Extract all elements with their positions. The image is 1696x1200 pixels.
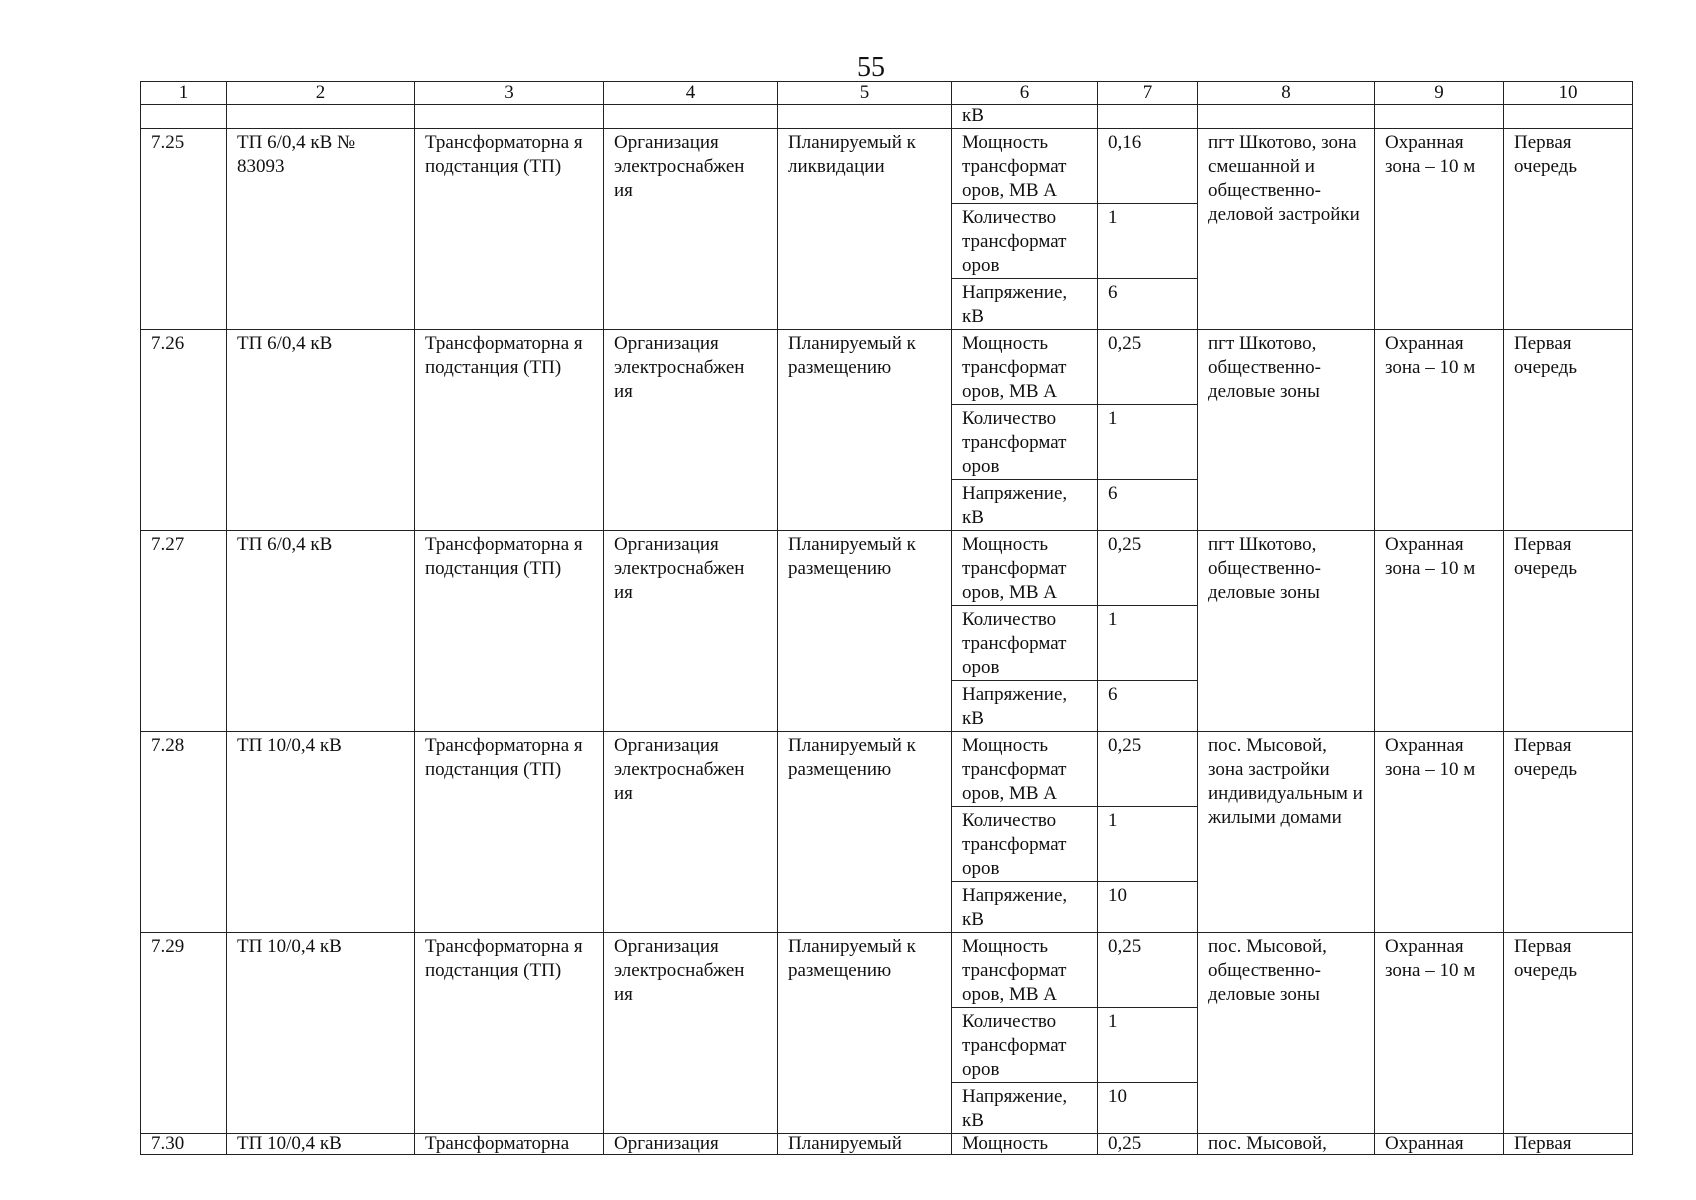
param-value: 0,25: [1098, 1134, 1198, 1155]
param-value: 1: [1098, 606, 1198, 681]
param-label: Количество трансформат оров: [952, 807, 1098, 882]
column-number: 9: [1375, 82, 1504, 105]
facility-purpose: Организация электроснабжен ия: [604, 732, 778, 933]
implementation-stage: Первая очередь: [1504, 933, 1633, 1134]
protection-zone: Охранная зона – 10 м: [1375, 330, 1504, 531]
param-label: Мощность: [952, 1134, 1098, 1155]
facility-purpose: Организация электроснабжен ия: [604, 933, 778, 1134]
facility-location: пгт Шкотово, общественно-деловые зоны: [1198, 330, 1375, 531]
param-label: Напряжение, кВ: [952, 279, 1098, 330]
facility-name: ТП 10/0,4 кВ: [227, 732, 415, 933]
facility-location: пгт Шкотово, зона смешанной и общественно-деловой застройки: [1198, 129, 1375, 330]
param-value: 10: [1098, 1083, 1198, 1134]
facility-row-partial: [141, 1134, 1633, 1155]
facility-name: ТП 6/0,4 кВ: [227, 531, 415, 732]
facility-name: ТП 6/0,4 кВ: [227, 330, 415, 531]
param-value: 6: [1098, 681, 1198, 732]
column-number: 2: [227, 82, 415, 105]
page-number: 55: [857, 52, 885, 83]
column-number: 7: [1098, 82, 1198, 105]
protection-zone: Охранная зона – 10 м: [1375, 732, 1504, 933]
param-label: Количество трансформат оров: [952, 1008, 1098, 1083]
implementation-stage: Первая очередь: [1504, 732, 1633, 933]
facility-row: [141, 330, 1633, 405]
param-label: Количество трансформат оров: [952, 405, 1098, 480]
row-number: 7.25: [141, 129, 227, 330]
row-number: 7.26: [141, 330, 227, 531]
facility-location: пгт Шкотово, общественно-деловые зоны: [1198, 531, 1375, 732]
facility-purpose: Организация: [604, 1134, 778, 1155]
param-value: 1: [1098, 204, 1198, 279]
facility-type: Трансформаторна я подстанция (ТП): [415, 933, 604, 1134]
param-label: Напряжение, кВ: [952, 882, 1098, 933]
facility-type: Трансформаторна я подстанция (ТП): [415, 129, 604, 330]
facility-status: Планируемый к ликвидации: [778, 129, 952, 330]
param-value: 1: [1098, 1008, 1198, 1083]
continuation-unit: кВ: [952, 105, 1098, 129]
facility-row: [141, 732, 1633, 807]
facility-type: Трансформаторна: [415, 1134, 604, 1155]
param-value: 1: [1098, 405, 1198, 480]
param-value: 1: [1098, 807, 1198, 882]
param-value: 6: [1098, 480, 1198, 531]
implementation-stage: Первая очередь: [1504, 129, 1633, 330]
param-value: 0,25: [1098, 732, 1198, 807]
protection-zone: Охранная: [1375, 1134, 1504, 1155]
param-label: Напряжение, кВ: [952, 1083, 1098, 1134]
column-number: 3: [415, 82, 604, 105]
facility-location: пос. Мысовой, общественно-деловые зоны: [1198, 933, 1375, 1134]
param-label: Мощность трансформат оров, МВ А: [952, 732, 1098, 807]
facility-status: Планируемый к размещению: [778, 933, 952, 1134]
implementation-stage: Первая: [1504, 1134, 1633, 1155]
facility-purpose: Организация электроснабжен ия: [604, 531, 778, 732]
facility-purpose: Организация электроснабжен ия: [604, 129, 778, 330]
facility-status: Планируемый к размещению: [778, 531, 952, 732]
column-number: 6: [952, 82, 1098, 105]
facility-name: ТП 10/0,4 кВ: [227, 1134, 415, 1155]
param-value: 10: [1098, 882, 1198, 933]
facility-location: пос. Мысовой, зона застройки индивидуальным и жилыми домами: [1198, 732, 1375, 933]
param-label: Мощность трансформат оров, МВ А: [952, 933, 1098, 1008]
row-number: 7.27: [141, 531, 227, 732]
facility-name: ТП 10/0,4 кВ: [227, 933, 415, 1134]
continuation-row: [141, 105, 1633, 129]
row-number: 7.28: [141, 732, 227, 933]
param-value: 6: [1098, 279, 1198, 330]
param-label: Мощность трансформат оров, МВ А: [952, 330, 1098, 405]
facility-row: [141, 933, 1633, 1008]
column-number: 8: [1198, 82, 1375, 105]
facility-status: Планируемый: [778, 1134, 952, 1155]
param-label: Мощность трансформат оров, МВ А: [952, 531, 1098, 606]
protection-zone: Охранная зона – 10 м: [1375, 531, 1504, 732]
facilities-table: [140, 81, 1633, 1155]
protection-zone: Охранная зона – 10 м: [1375, 129, 1504, 330]
param-value: 0,25: [1098, 531, 1198, 606]
column-number-row: [141, 82, 1633, 105]
param-label: Напряжение, кВ: [952, 681, 1098, 732]
param-label: Количество трансформат оров: [952, 606, 1098, 681]
column-number: 4: [604, 82, 778, 105]
facility-type: Трансформаторна я подстанция (ТП): [415, 531, 604, 732]
facility-name: ТП 6/0,4 кВ № 83093: [227, 129, 415, 330]
row-number: 7.29: [141, 933, 227, 1134]
row-number: 7.30: [141, 1134, 227, 1155]
facility-location: пос. Мысовой,: [1198, 1134, 1375, 1155]
param-label: Мощность трансформат оров, МВ А: [952, 129, 1098, 204]
facility-row: [141, 129, 1633, 204]
column-number: 1: [141, 82, 227, 105]
param-value: 0,25: [1098, 330, 1198, 405]
column-number: 10: [1504, 82, 1633, 105]
param-label: Количество трансформат оров: [952, 204, 1098, 279]
column-number: 5: [778, 82, 952, 105]
facility-type: Трансформаторна я подстанция (ТП): [415, 330, 604, 531]
implementation-stage: Первая очередь: [1504, 531, 1633, 732]
protection-zone: Охранная зона – 10 м: [1375, 933, 1504, 1134]
param-label: Напряжение, кВ: [952, 480, 1098, 531]
facility-type: Трансформаторна я подстанция (ТП): [415, 732, 604, 933]
facility-purpose: Организация электроснабжен ия: [604, 330, 778, 531]
implementation-stage: Первая очередь: [1504, 330, 1633, 531]
facility-status: Планируемый к размещению: [778, 330, 952, 531]
param-value: 0,16: [1098, 129, 1198, 204]
facility-status: Планируемый к размещению: [778, 732, 952, 933]
param-value: 0,25: [1098, 933, 1198, 1008]
facility-row: [141, 531, 1633, 606]
